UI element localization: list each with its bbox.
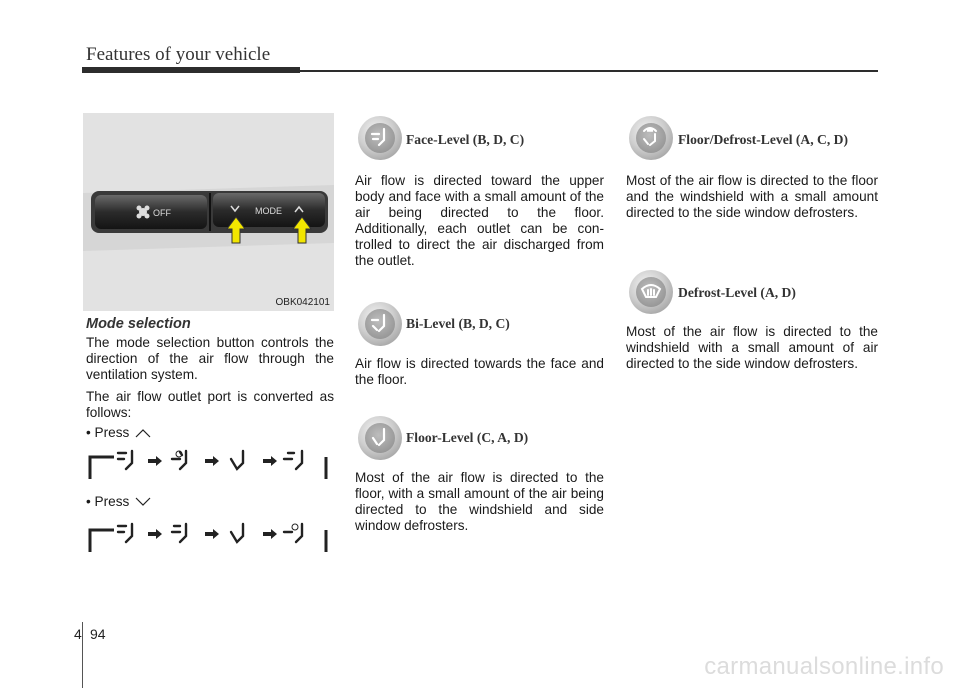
- bi-level-text: Air flow is directed towards the face and the floor.: [355, 356, 604, 387]
- panel-mode-label: MODE: [255, 206, 282, 216]
- header-rule: [300, 70, 878, 72]
- floor-defrost-icon: [629, 116, 673, 160]
- mode-selection-paragraph-2: The air flow outlet port is converted as follows:: [86, 389, 334, 420]
- floor-level-text: Most of the air flow is directed to the floor, with a small amount of the air being directed to the windshield and side window defrosters.: [355, 470, 604, 533]
- photo-caption: OBK042101: [275, 297, 330, 308]
- mode-sequence-down: [88, 522, 332, 552]
- panel-off-label: OFF: [153, 208, 171, 218]
- defrost-icon: [629, 270, 673, 314]
- press-up-row: [86, 425, 151, 440]
- floor-level-title: Floor-Level (C, A, D): [406, 430, 529, 445]
- mode-selection-paragraph-1: The mode selection button controls the direction of the air flow through the ventilation system.: [86, 335, 334, 382]
- face-level-icon: [358, 116, 402, 160]
- page-number: 94: [90, 626, 106, 642]
- mode-sequence-up: [88, 449, 332, 479]
- bi-level-title: Bi-Level (B, D, C): [406, 316, 510, 331]
- bi-level-icon: [358, 302, 402, 346]
- floor-defrost-text: Most of the air flow is directed to the floor and the windshield with a small amount directed to the side window defrosters.: [626, 173, 878, 220]
- header-bar: [82, 67, 300, 73]
- face-level-text: Air flow is directed toward the upper body and face with a small amount of the air being directed to the floor. Additionally, each outlet can be con-trolled to direct the air discharged from the outlet.: [355, 173, 604, 268]
- press-down-row: [86, 494, 151, 509]
- sequence-arrows: [148, 456, 277, 466]
- press-up-label: • Press: [86, 425, 130, 440]
- floor-level-icon: [358, 416, 402, 460]
- control-panel-illustration: [83, 113, 334, 311]
- mode-selection-heading: Mode selection: [86, 316, 191, 332]
- down-arrow-icon: [135, 497, 151, 507]
- defrost-text: Most of the air flow is directed to the windshield with a small amount of air directed to the side window defrosters.: [626, 324, 878, 371]
- up-arrow-icon: [135, 428, 151, 438]
- section-number: 4: [74, 626, 82, 642]
- footer-rule: [82, 622, 83, 688]
- watermark: carmanualsonline.info: [704, 653, 944, 680]
- defrost-title: Defrost-Level (A, D): [678, 285, 796, 300]
- page-header-title: Features of your vehicle: [86, 44, 271, 65]
- control-panel-photo: [83, 113, 334, 311]
- sequence-arrows-down: [148, 529, 277, 539]
- floor-defrost-title: Floor/Defrost-Level (A, C, D): [678, 132, 848, 147]
- face-level-title: Face-Level (B, D, C): [406, 132, 525, 147]
- press-down-label: • Press: [86, 494, 130, 509]
